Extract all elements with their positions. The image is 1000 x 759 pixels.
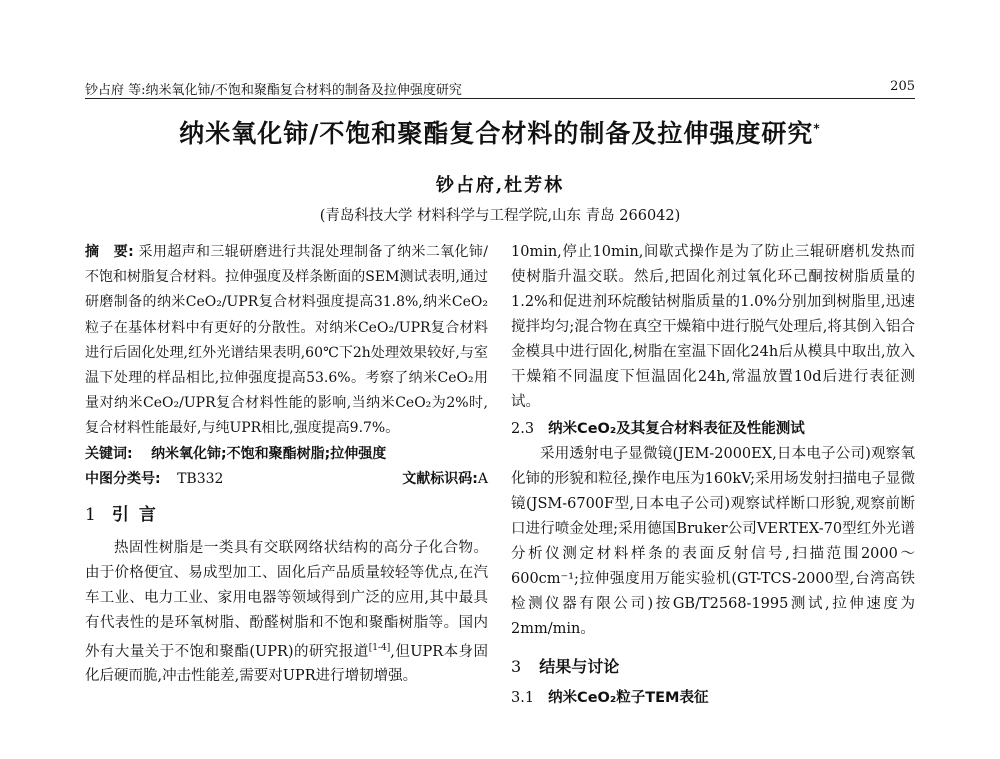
subsection-2-3-title: 纳米CeO₂及其复合材料表征及性能测试 [548, 421, 805, 437]
section-3-title: 结果与讨论 [539, 657, 620, 676]
introduction-text-b: ,但UPR本身固化后硬而脆,冲击性能差,需要对UPR进行增韧增强。 [85, 643, 488, 685]
continued-paragraph: 10min,停止10min,间歇式操作是为了防止三辊研磨机发热而使树脂升温交联。然后,把固化剂过氧化环己酮按树脂质量的1.2%和促进剂环烷酸钴树脂质量的1.0%分别加到树脂里,迅速搅拌均匀;混合物在真空干燥箱中进行脱气处理后,将其倒入铝合金模具中进行固化,树脂在室温下固化24h后从模具中取出,放入干燥箱不同温度下恒温固化24h,常温放置10d后进行表征测试。 [511, 244, 915, 410]
introduction-text-a: 热固性树脂是一类具有交联网络状结构的高分子化合物。由于价格便宜、易成型加工、固化后产品质量较轻等优点,在汽车工业、电力工业、家用电器等领域得到广泛的应用,其中最具有代表性的是环氧树脂、酚醛树脂和不饱和聚酯树脂等。国内外有大量关于不饱和聚酯(UPR)的研究报道 [85, 539, 488, 660]
document-code [402, 467, 488, 492]
running-title: 钞占府 等:纳米氧化铈/不饱和聚酯复合材料的制备及拉伸强度研究 [85, 83, 462, 98]
document-code-value: A [477, 470, 488, 487]
affiliation: (青岛科技大学 材料科学与工程学院,山东 青岛 266042) [319, 208, 681, 224]
left-column [85, 240, 488, 689]
keywords-label: 关键词: [85, 445, 133, 462]
subsection-3-1-heading [511, 686, 915, 711]
section-1-title: 引言 [111, 504, 166, 525]
abstract [85, 240, 488, 442]
section-3-number: 3 [511, 657, 522, 676]
classification [85, 467, 488, 492]
abstract-label: 摘 要: [85, 244, 134, 260]
paper-title [85, 114, 915, 150]
subsection-3-1-title: 纳米CeO₂粒子TEM表征 [548, 690, 709, 706]
right-column [511, 240, 915, 711]
subsection-2-3-number: 2.3 [511, 421, 535, 437]
paragraph-2-3: 采用透射电子显微镜(JEM-2000EX,日本电子公司)观察氧化铈的形貌和粒径,操作电压为160kV;采用场发射扫描电子显微镜(JSM-6700F型,日本电子公司)观察试样断口形貌,观察前断口进行喷金处理;采用德国Bruker公司VERTEX-70型红外光谱分析仪测定材料样条的表面反射信号,扫描范围2000～600cm⁻¹;拉伸强度用万能实验机(GT-TCS-2000型,台湾高铁检测仪器有限公司)按GB/T2568-1995测试,拉伸速度为2mm/min。 [511, 446, 915, 637]
classification-label: 中图分类号: [85, 470, 161, 487]
classification-value: TB332 [177, 470, 224, 487]
section-1-number: 1 [85, 504, 96, 525]
document-code-label: 文献标识码: [402, 470, 478, 487]
title-footnote-mark: * [813, 121, 821, 136]
page-number: 205 [890, 79, 915, 94]
citation-ref: [1-4] [368, 642, 391, 653]
subsection-3-1-number: 3.1 [511, 690, 535, 706]
section-3-heading [511, 652, 915, 682]
abstract-text: 采用超声和三辊研磨进行共混处理制备了纳米二氧化铈/不饱和树脂复合材料。拉伸强度及样条断面的SEM测试表明,通过研磨制备的纳米CeO₂/UPR复合材料强度提高31.8%,纳米CeO₂粒子在基体材料中有更好的分散性。对纳米CeO₂/UPR复合材料进行后固化处理,红外光谱结果表明,60℃下2h处理效果较好,与室温下处理的样品相比,拉伸强度提高53.6%。考察了纳米CeO₂用量对纳米CeO₂/UPR复合材料性能的影响,当纳米CeO₂为2%时,复合材料性能最好,与纯UPR相比,强度提高9.7%。 [85, 244, 489, 437]
paper-title-text: 纳米氧化铈/不饱和聚酯复合材料的制备及拉伸强度研究 [179, 119, 814, 148]
introduction-paragraph [85, 536, 488, 690]
subsection-2-3-heading [511, 417, 915, 442]
running-header [85, 79, 915, 98]
keywords [85, 442, 488, 467]
authors: 钞占府,杜芳林 [435, 175, 565, 196]
keywords-text: 纳米氧化铈;不饱和聚酯树脂;拉伸强度 [151, 445, 387, 462]
section-1-heading [85, 500, 488, 530]
header-rule [85, 98, 915, 99]
